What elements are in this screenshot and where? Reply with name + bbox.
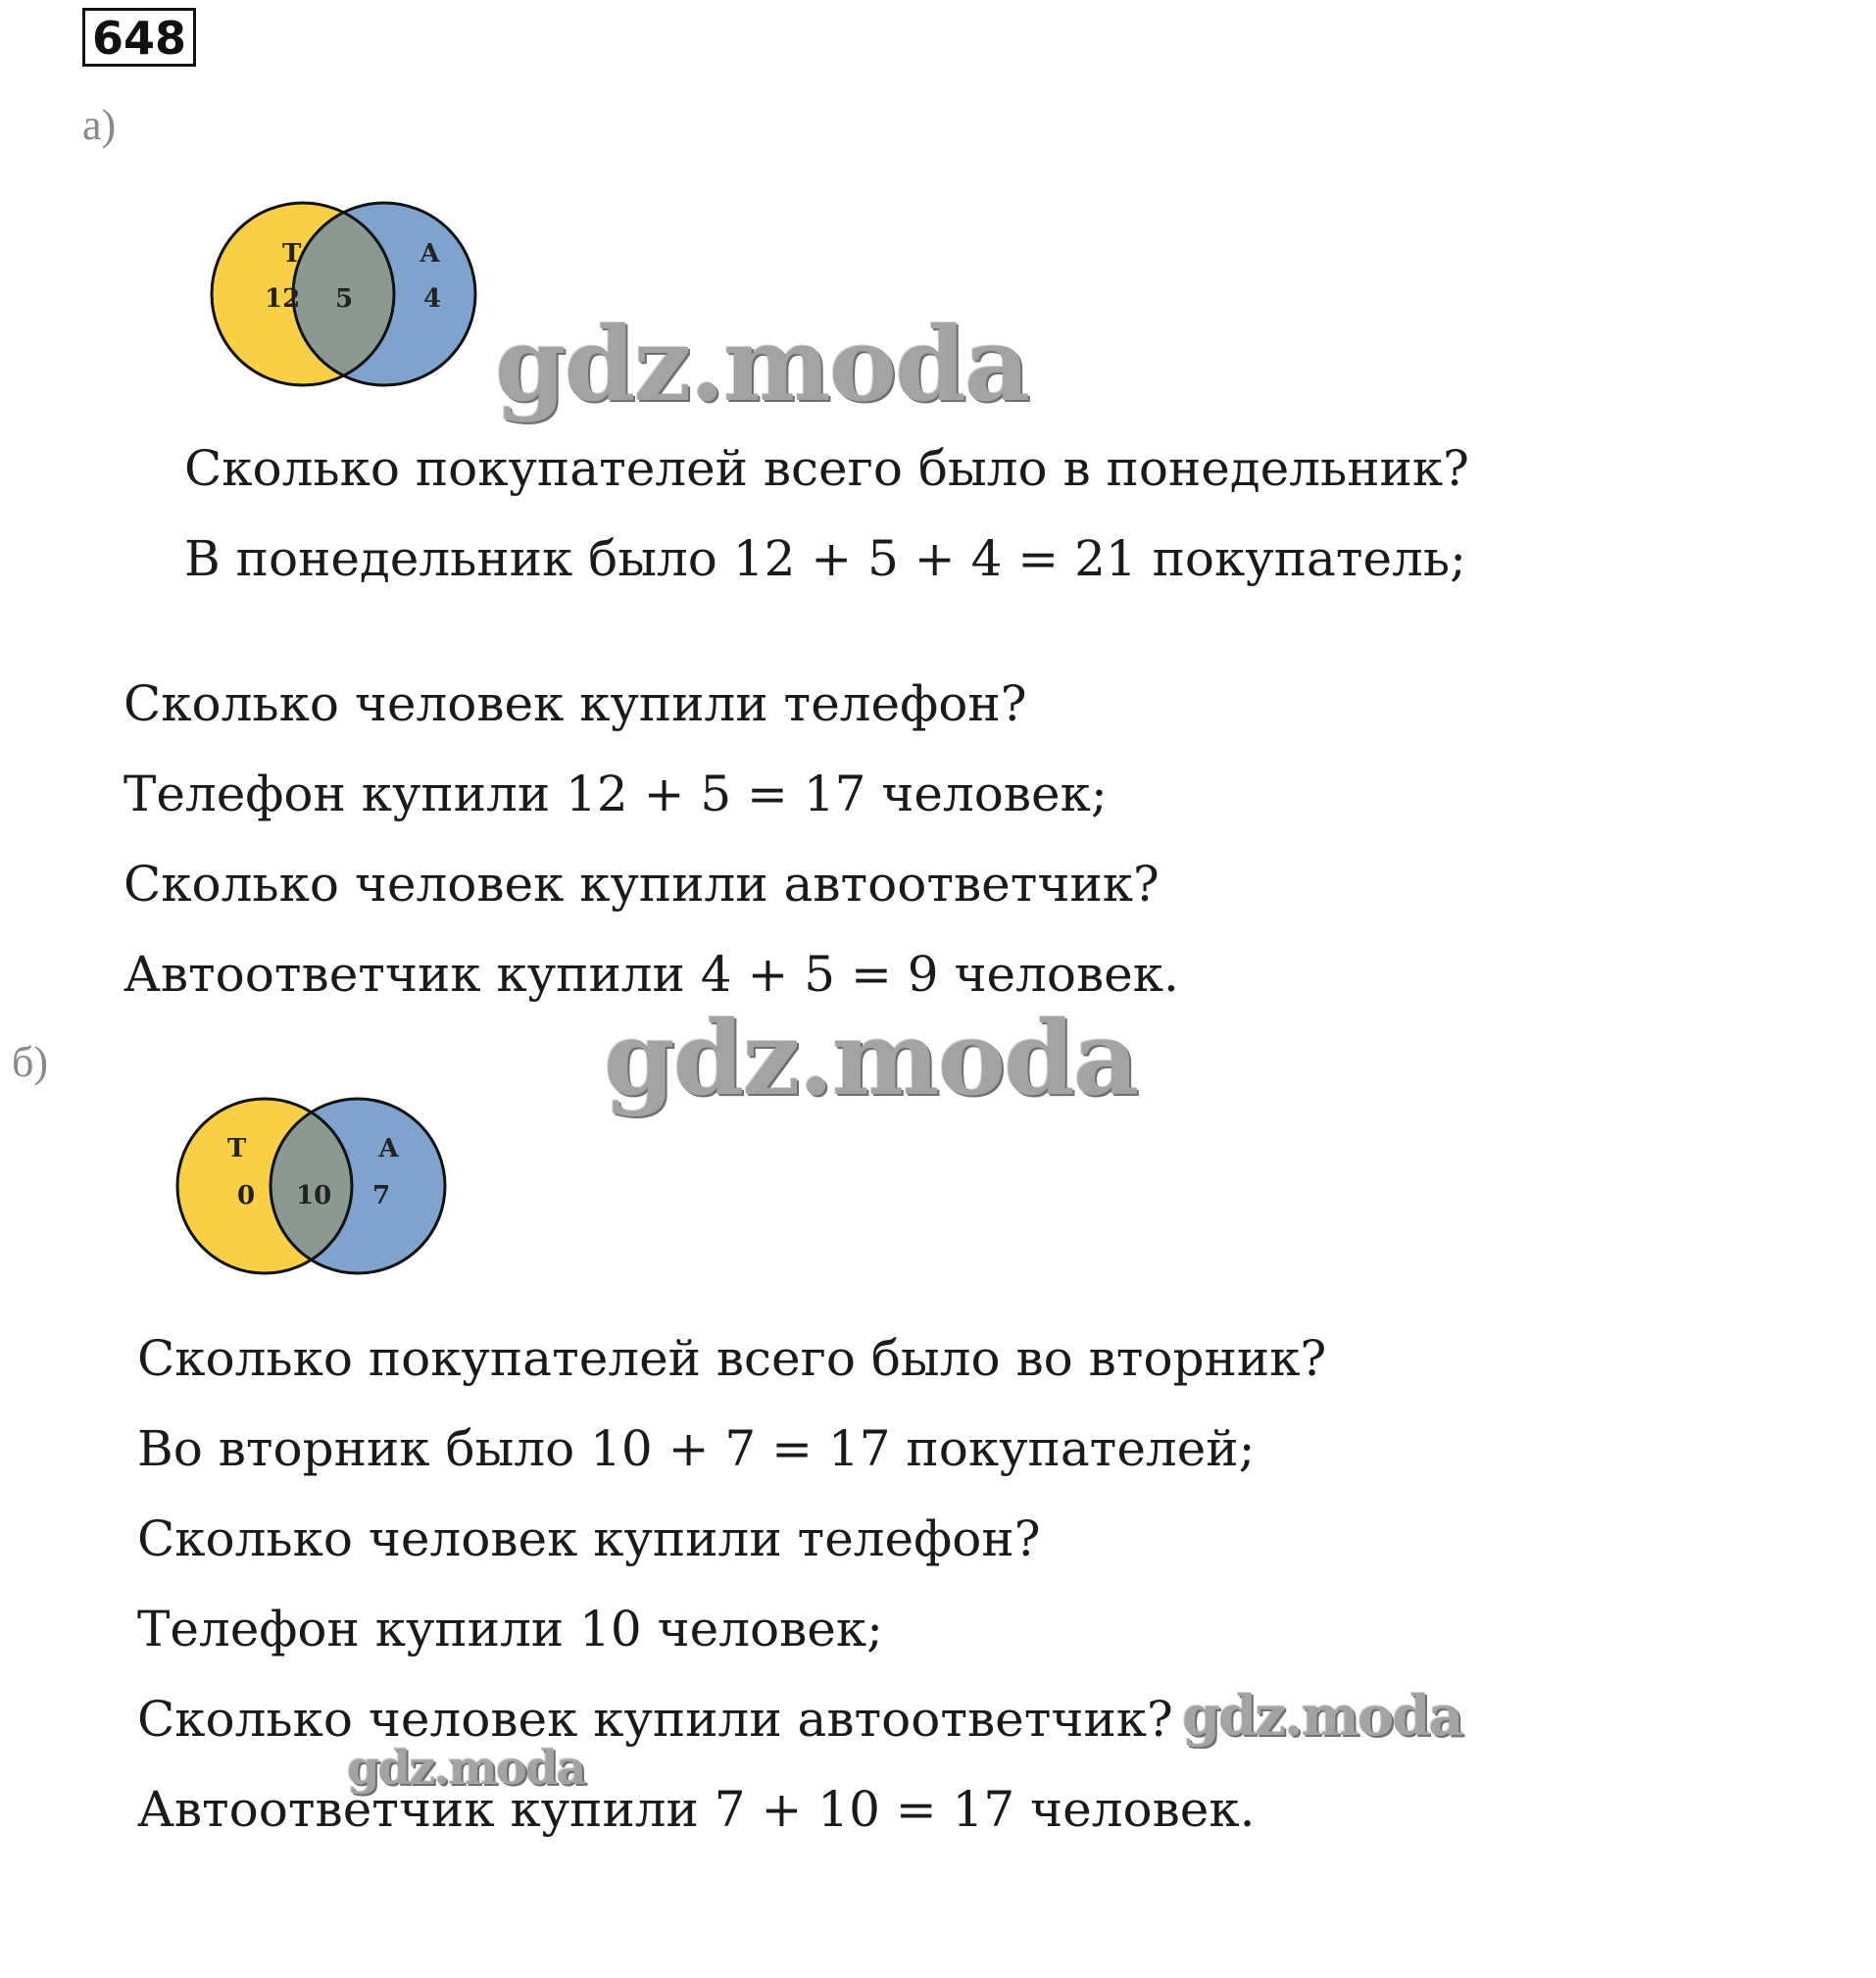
part-a-line-6: Автоответчик купили 4 + 5 = 9 человек. xyxy=(123,946,1179,1003)
venn-b-left-label: Т xyxy=(227,1134,247,1163)
problem-number: 648 xyxy=(82,8,196,67)
part-b-line-4: Телефон купили 10 человек; xyxy=(137,1601,883,1657)
part-b-line-3: Сколько человек купили телефон? xyxy=(137,1510,1041,1567)
venn-diagram-a xyxy=(196,196,510,392)
venn-b-right-label: А xyxy=(378,1134,400,1163)
part-b-label: б) xyxy=(12,1038,49,1086)
part-b-line-6: Автоответчик купили 7 + 10 = 17 человек. xyxy=(137,1781,1256,1838)
part-a-line-4: Телефон купили 12 + 5 = 17 человек; xyxy=(123,766,1108,822)
venn-b-right-only-value: 7 xyxy=(372,1181,391,1211)
venn-a-right-only-value: 4 xyxy=(423,284,442,314)
part-b-line-1: Сколько покупателей всего было во вторник? xyxy=(137,1330,1327,1387)
venn-a-left-only-value: 12 xyxy=(265,284,301,314)
part-b-line-5: Сколько человек купили автоответчик? xyxy=(137,1691,1173,1748)
part-a-line-5: Сколько человек купили автоответчик? xyxy=(123,856,1160,913)
venn-a-right-label: А xyxy=(420,239,441,269)
watermark: gdz.moda xyxy=(347,1741,585,1796)
part-a-label: а) xyxy=(82,101,117,149)
venn-b-left-only-value: 0 xyxy=(237,1181,256,1211)
part-a-line-1: Сколько покупателей всего было в понедельник? xyxy=(184,440,1469,497)
part-b-line-2: Во вторник было 10 + 7 = 17 покупателей; xyxy=(137,1420,1256,1477)
venn-b-both-value: 10 xyxy=(296,1181,332,1211)
venn-diagram-b xyxy=(157,1088,470,1284)
part-a-line-2: В понедельник было 12 + 5 + 4 = 21 покупатель; xyxy=(184,530,1466,587)
watermark: gdz.moda xyxy=(604,998,1138,1118)
watermark: gdz.moda xyxy=(1182,1684,1462,1749)
venn-a-both-value: 5 xyxy=(335,284,354,314)
watermark: gdz.moda xyxy=(495,304,1029,424)
part-a-line-3: Сколько человек купили телефон? xyxy=(123,675,1027,732)
venn-a-left-label: Т xyxy=(282,239,302,269)
